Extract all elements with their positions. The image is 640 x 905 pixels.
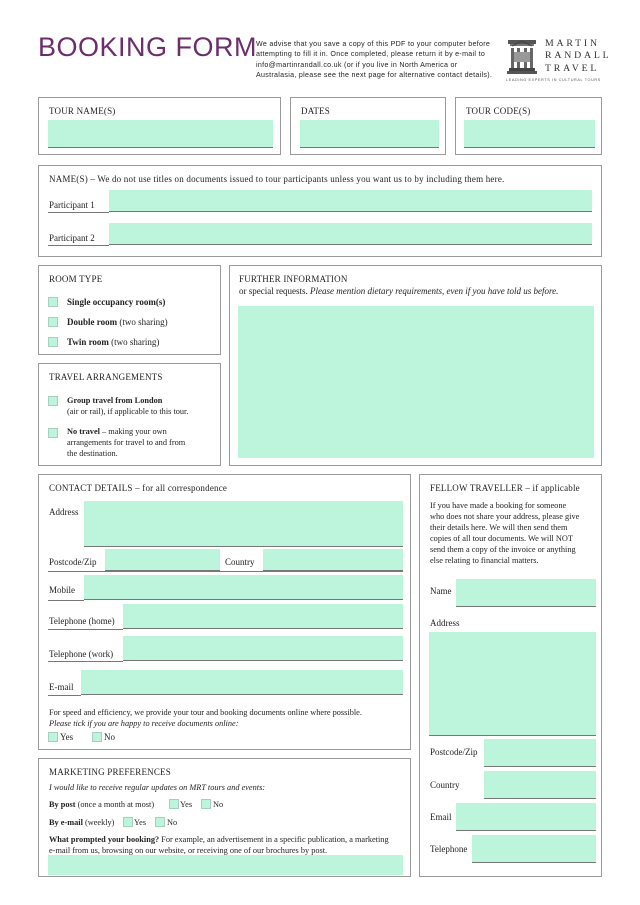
fellow-heading-note: – if applicable — [522, 483, 580, 493]
fellow-heading — [430, 483, 580, 493]
postcode-input[interactable] — [105, 549, 220, 571]
fellow-country-input[interactable] — [484, 771, 596, 799]
online-docs-note: For speed and efficiency, we provide your tour and booking documents online where possible. — [49, 708, 362, 717]
fellow-traveller-section — [419, 474, 602, 877]
group-travel-checkbox[interactable] — [48, 396, 58, 406]
by-email-note: (weekly) — [82, 818, 115, 827]
by-email-label — [49, 817, 114, 828]
prompt-note2: e-mail from us, browsing on our website, or receiving one of our brochures by post. — [49, 846, 328, 855]
divider — [48, 571, 403, 572]
participant1-label: Participant 1 — [49, 200, 95, 210]
travel-section — [38, 363, 221, 466]
no-travel-checkbox[interactable] — [48, 428, 58, 438]
online-no-checkbox[interactable] — [92, 732, 102, 742]
tel-work-input[interactable] — [123, 636, 403, 661]
divider — [48, 245, 109, 246]
dates-section — [290, 97, 446, 155]
intro-text: We advise that you save a copy of this PDF to your computer before attempting to fill it in. Once completed, please return it by e-mail to info@martinrandall.co.uk (or if you live in North America or Australasia, please see the next page for alternative contact details). — [256, 40, 493, 80]
no-travel-note3: the destination. — [67, 449, 118, 458]
fellow-address-input[interactable] — [429, 632, 596, 736]
no-travel-label — [67, 426, 217, 459]
post-no-checkbox[interactable] — [201, 799, 211, 809]
participant2-label: Participant 2 — [49, 233, 95, 243]
no-travel-note2: arrangements for travel to and from — [67, 438, 186, 447]
logo-line3: TRAVEL — [545, 62, 600, 74]
single-room-text: Single occupancy room(s) — [67, 297, 166, 307]
double-room-text: Double room — [67, 317, 118, 327]
tour-code-input[interactable] — [464, 120, 595, 148]
prompt-text — [49, 834, 409, 856]
email-label: E-mail — [49, 682, 74, 692]
double-room-note: (two sharing) — [117, 317, 168, 327]
marketing-section — [38, 758, 411, 877]
room-type-heading: ROOM TYPE — [49, 274, 103, 284]
divider — [48, 629, 123, 630]
marketing-heading: MARKETING PREFERENCES — [49, 767, 171, 777]
post-yes-checkbox[interactable] — [169, 799, 179, 809]
fellow-text-line: send them a copy of the invoice or anything — [430, 545, 576, 554]
prompt-heading: What prompted your booking? — [49, 835, 160, 844]
fellow-name-label: Name — [430, 586, 452, 596]
fellow-text-line: who does not share your address, please give — [430, 512, 580, 521]
online-yes-checkbox[interactable] — [48, 732, 58, 742]
tour-name-label: TOUR NAME(S) — [49, 106, 116, 116]
tel-work-label: Telephone (work) — [49, 649, 114, 659]
group-travel-note: (air or rail), if applicable to this tour. — [67, 407, 189, 416]
fellow-text-line: If you have made a booking for someone — [430, 501, 567, 510]
participant1-input[interactable] — [109, 190, 592, 212]
page-title: BOOKING FORM — [38, 32, 258, 62]
tour-code-label: TOUR CODE(S) — [466, 106, 531, 116]
fellow-text-line: else relating to financial matters. — [430, 556, 539, 565]
further-info-sub-italic: Please mention dietary requirements, even if you have told us before. — [309, 286, 559, 296]
twin-room-label — [67, 337, 159, 347]
online-no-label: No — [104, 732, 115, 742]
address-input[interactable] — [84, 501, 403, 547]
contact-section — [38, 474, 411, 750]
fellow-telephone-label: Telephone — [430, 844, 468, 854]
fellow-country-label: Country — [430, 780, 460, 790]
divider — [48, 695, 81, 696]
further-info-section — [229, 265, 602, 466]
online-docs-ask: Please tick if you are happy to receive documents online: — [49, 719, 239, 728]
fellow-address-label: Address — [430, 618, 460, 628]
divider — [48, 600, 84, 601]
marketing-intro-text: I would like to receive regular updates on MRT tours and events: — [49, 783, 266, 792]
fellow-telephone-input[interactable] — [472, 835, 596, 863]
fellow-heading-text: FELLOW TRAVELLER — [430, 483, 523, 493]
post-yes-label: Yes — [180, 800, 193, 809]
by-post-text: By post — [49, 800, 76, 809]
postcode-label: Postcode/Zip — [49, 557, 97, 567]
names-heading — [49, 174, 599, 184]
by-post-label — [49, 799, 154, 810]
logo-text — [545, 38, 611, 75]
group-travel-label — [67, 395, 217, 417]
twin-room-note: (two sharing) — [108, 337, 160, 347]
marketing-intro — [49, 782, 265, 793]
building-crest-icon — [506, 38, 538, 76]
tel-home-label: Telephone (home) — [49, 616, 115, 626]
fellow-name-input[interactable] — [456, 579, 596, 607]
online-yes-label: Yes — [60, 732, 74, 742]
room-type-section — [38, 265, 221, 355]
tour-name-section — [38, 97, 281, 155]
email-no-checkbox[interactable] — [155, 817, 165, 827]
email-input[interactable] — [81, 670, 403, 695]
divider — [48, 212, 109, 213]
online-docs-text — [49, 707, 409, 729]
logo-tagline: LEADING EXPERTS IN CULTURAL TOURS — [506, 78, 601, 82]
names-note: – We do not use titles on documents issued to tour participants unless you want us to by including them here. — [87, 174, 505, 184]
by-email-text: By e-mail — [49, 818, 83, 827]
tour-code-section — [455, 97, 602, 155]
fellow-text-line: copies of all tour documents. We will NOT — [430, 534, 573, 543]
no-travel-text: No travel — [67, 427, 100, 436]
twin-room-checkbox[interactable] — [48, 337, 58, 347]
prompt-input[interactable] — [48, 855, 403, 875]
country-input[interactable] — [263, 549, 403, 571]
contact-heading-text: CONTACT DETAILS — [49, 483, 133, 493]
participant2-input[interactable] — [109, 223, 592, 245]
fellow-description — [430, 500, 600, 566]
post-no-label: No — [213, 800, 224, 809]
no-travel-note1: – making your own — [99, 427, 167, 436]
by-post-note: (once a month at most) — [75, 800, 155, 809]
email-yes-label: Yes — [134, 818, 147, 827]
logo-line1: MARTIN — [545, 38, 600, 49]
single-room-checkbox[interactable] — [48, 297, 58, 307]
fellow-text-line: their details here. We will then send them — [430, 523, 568, 532]
mobile-input[interactable] — [84, 575, 403, 600]
names-section — [38, 165, 602, 257]
tel-home-input[interactable] — [123, 604, 403, 629]
further-info-sub-text: or special requests. — [239, 286, 310, 296]
divider — [48, 661, 123, 662]
dates-input[interactable] — [300, 120, 439, 148]
fellow-postcode-label: Postcode/Zip — [430, 747, 478, 757]
single-room-label — [67, 297, 165, 307]
fellow-email-input[interactable] — [456, 803, 596, 831]
mobile-label: Mobile — [49, 585, 75, 595]
logo-line2: RANDALL — [545, 50, 612, 62]
email-no-label: No — [167, 818, 178, 827]
further-info-heading: FURTHER INFORMATION — [239, 274, 348, 284]
double-room-label — [67, 317, 168, 327]
group-travel-text: Group travel from London — [67, 396, 163, 405]
dates-label: DATES — [301, 106, 331, 116]
double-room-checkbox[interactable] — [48, 317, 58, 327]
address-label: Address — [49, 507, 79, 517]
fellow-postcode-input[interactable] — [484, 739, 596, 767]
country-label: Country — [225, 557, 255, 567]
fellow-email-label: Email — [430, 812, 452, 822]
contact-heading-note: – for all correspondence — [132, 483, 228, 493]
contact-heading — [49, 483, 227, 493]
email-yes-checkbox[interactable] — [123, 817, 133, 827]
further-info-sub — [239, 286, 599, 296]
travel-heading: TRAVEL ARRANGEMENTS — [49, 372, 163, 382]
further-info-textarea[interactable] — [238, 306, 594, 458]
prompt-note1: For example, an advertisement in a specific publication, a marketing — [159, 835, 389, 844]
names-heading-label: NAME(S) — [49, 174, 88, 184]
tour-name-input[interactable] — [48, 120, 273, 148]
twin-room-text: Twin room — [67, 337, 109, 347]
